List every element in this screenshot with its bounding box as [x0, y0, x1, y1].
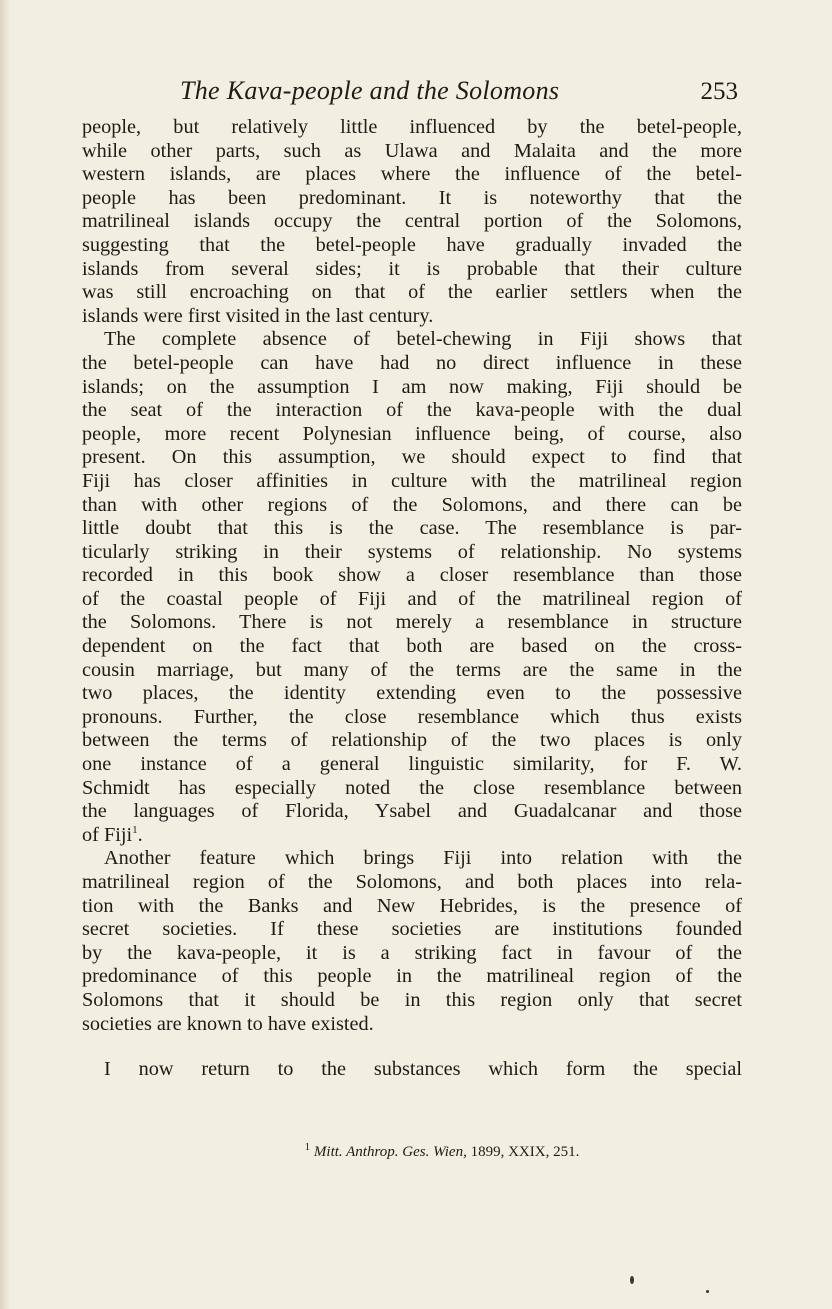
- body-text: [82, 116, 742, 1082]
- page-number: 253: [700, 78, 738, 105]
- footnote-marker: 1: [132, 824, 138, 837]
- paragraph-1: [82, 116, 742, 328]
- text-line: predominance of this people in the matrilineal region of the: [82, 965, 742, 988]
- text-line: than with other regions of the Solomons, and there can be: [82, 493, 742, 516]
- text-line: the seat of the interaction of the kava-people with the dual: [82, 399, 742, 422]
- text-line: pronouns. Further, the close resemblance which thus exists: [82, 705, 742, 728]
- text-line: [82, 824, 742, 848]
- text-line: cousin marriage, but many of the terms are the same in the: [82, 658, 742, 681]
- paragraph-4: [82, 1058, 742, 1082]
- scan-speck: [630, 1276, 634, 1284]
- text-line: people, but relatively little influenced by the betel-people,: [82, 116, 742, 138]
- text-line: recorded in this book show a closer resemblance than those: [82, 564, 742, 587]
- footnote-details: 1899, XXIX, 251.: [470, 1144, 580, 1160]
- text-line: the betel-people can have had no direct influence in these: [82, 351, 742, 374]
- text-line: secret societies. If these societies are institutions founded: [82, 918, 742, 941]
- text-line: western islands, are places where the influence of the betel-: [82, 163, 742, 186]
- paragraph-2: [82, 328, 742, 847]
- text-line: two places, the identity extending even to the possessive: [82, 682, 742, 705]
- last-line-text: of Fiji: [82, 823, 133, 846]
- text-line: little doubt that this is the case. The resemblance is par-: [82, 517, 742, 540]
- text-line: Schmidt has especially noted the close resemblance between: [82, 776, 742, 799]
- text-line: the Solomons. There is not merely a resemblance in structure: [82, 611, 742, 634]
- text-line: The complete absence of betel-chewing in Fiji shows that: [104, 328, 742, 351]
- text-line: the languages of Florida, Ysabel and Guadalcanar and those: [82, 800, 742, 823]
- text-line: tion with the Banks and New Hebrides, is the presence of: [82, 894, 742, 917]
- text-line: people has been predominant. It is noteworthy that the: [82, 186, 742, 209]
- text-line: Solomons that it should be in this region only that secret: [82, 988, 742, 1011]
- text-line: islands from several sides; it is probable that their culture: [82, 257, 742, 280]
- text-line: dependent on the fact that both are based on the cross-: [82, 635, 742, 658]
- text-line: people, more recent Polynesian influence being, of course, also: [82, 422, 742, 445]
- text-line: present. On this assumption, we should expect to find that: [82, 446, 742, 469]
- paragraph-3: [82, 847, 742, 1036]
- scan-speck: [706, 1290, 709, 1293]
- page-edge: [0, 0, 10, 1309]
- text-line: suggesting that the betel-people have gradually invaded the: [82, 233, 742, 256]
- text-line: between the terms of relationship of the two places is only: [82, 729, 742, 752]
- text-line: one instance of a general linguistic similarity, for F. W.: [82, 753, 742, 776]
- last-line-end: .: [137, 823, 143, 846]
- text-line: societies are known to have existed.: [82, 1012, 374, 1035]
- text-line: islands were first visited in the last century.: [82, 304, 434, 327]
- text-line: islands; on the assumption I am now making, Fiji should be: [82, 375, 742, 398]
- text-line: matrilineal islands occupy the central portion of the Solomons,: [82, 210, 742, 233]
- footnote-reference: Mitt. Anthrop. Ges. Wien,: [313, 1144, 467, 1160]
- text-line: Fiji has closer affinities in culture with the matrilineal region: [82, 469, 742, 492]
- footnote-number: 1: [304, 1141, 311, 1153]
- text-line: of the coastal people of Fiji and of the matrilineal region of: [82, 587, 742, 610]
- running-title: The Kava-people and the Solomons: [180, 76, 560, 105]
- text-line: while other parts, such as Ulawa and Malaita and the more: [82, 139, 742, 162]
- text-line: Another feature which brings Fiji into relation with the: [104, 847, 742, 870]
- text-line: ticularly striking in their systems of relationship. No systems: [82, 540, 742, 563]
- page-header: [82, 70, 742, 110]
- footnote: [82, 1141, 742, 1161]
- text-line: was still encroaching on that of the earlier settlers when the: [82, 281, 742, 304]
- text-line: I now return to the substances which form the special: [104, 1058, 742, 1081]
- text-line: matrilineal region of the Solomons, and both places into rela-: [82, 871, 742, 893]
- text-line: by the kava-people, it is a striking fact in favour of the: [82, 941, 742, 964]
